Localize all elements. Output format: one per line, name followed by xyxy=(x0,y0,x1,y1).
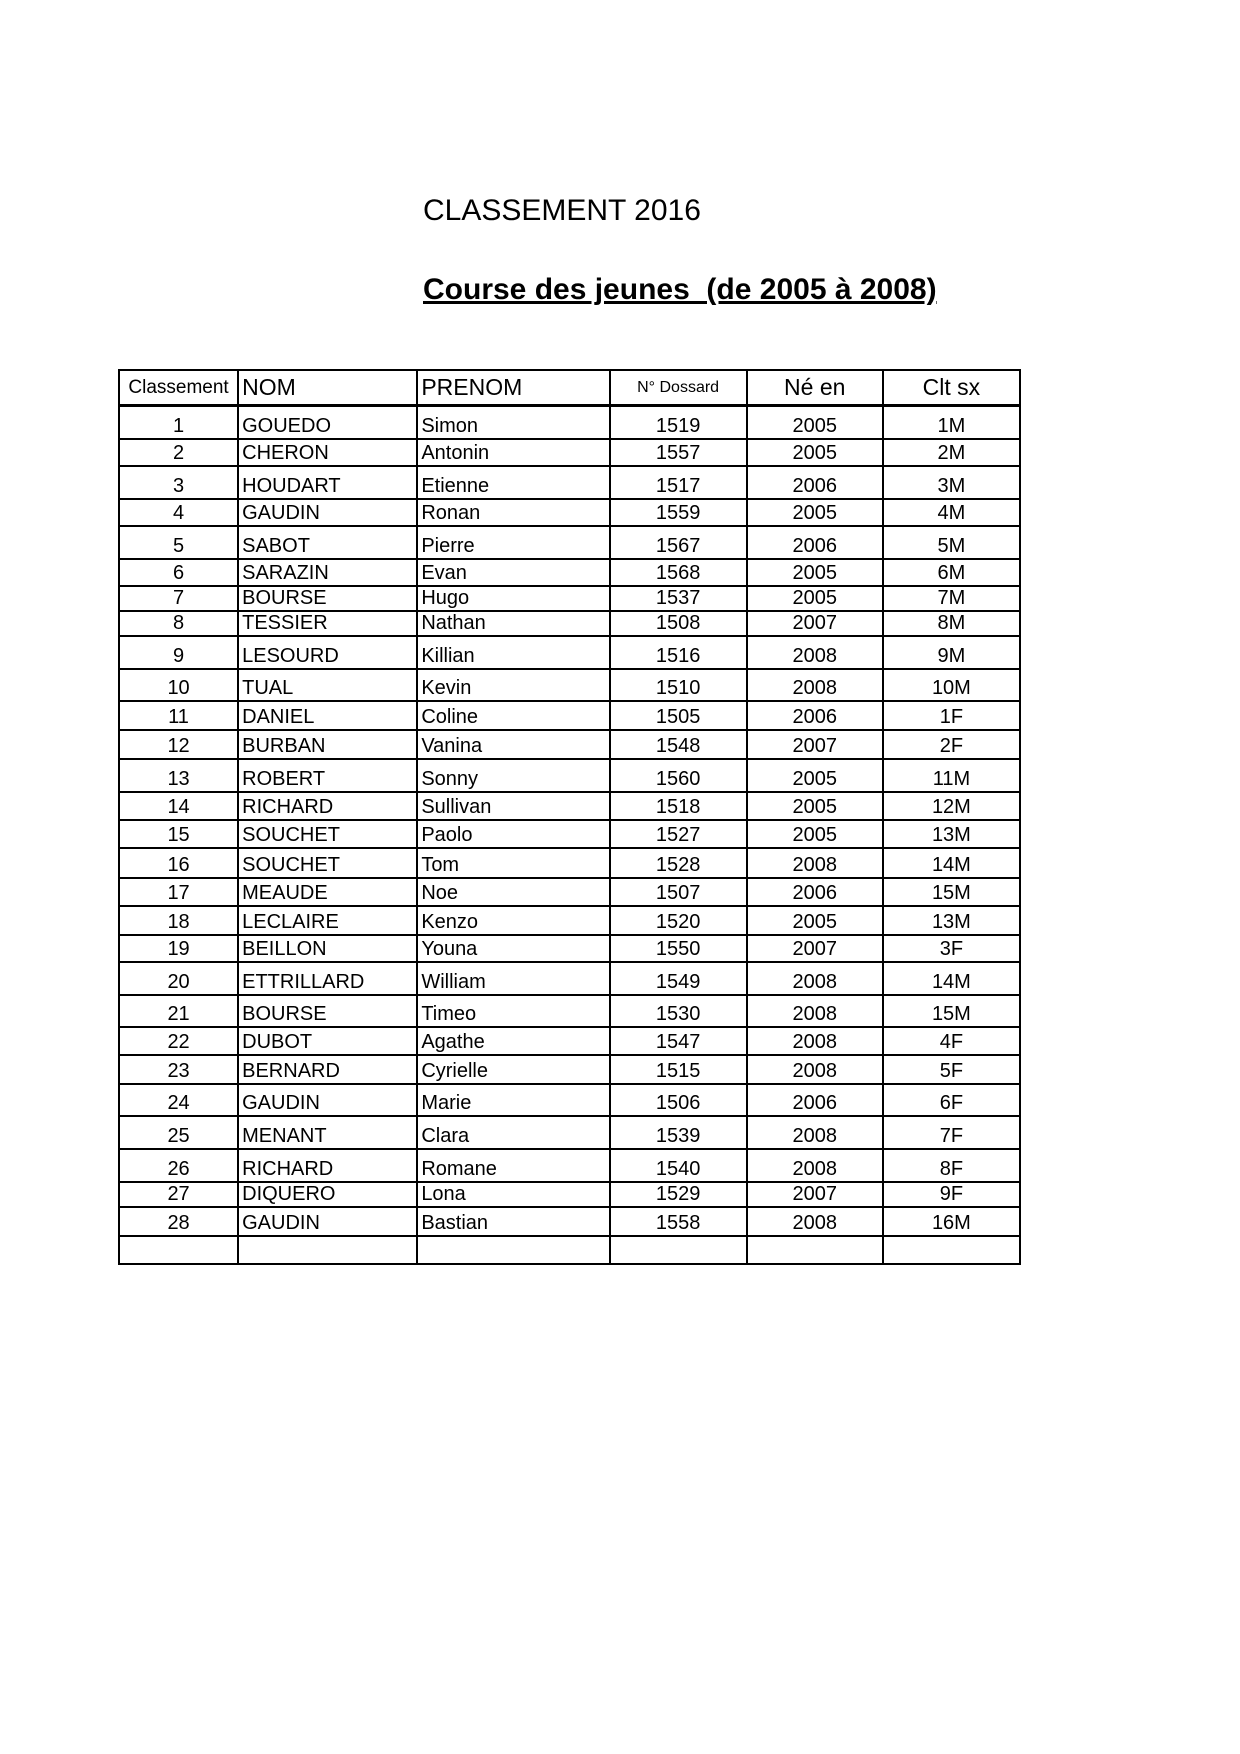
cell-clt-sx: 1M xyxy=(883,406,1020,439)
cell-nom: GAUDIN xyxy=(238,499,417,526)
cell-classement: 22 xyxy=(119,1027,238,1055)
cell-nom: GAUDIN xyxy=(238,1207,417,1236)
cell-dossard: 1515 xyxy=(610,1055,747,1084)
cell-clt-sx: 15M xyxy=(883,995,1020,1027)
cell-prenom: Simon xyxy=(417,406,609,439)
cell-nom: GAUDIN xyxy=(238,1084,417,1116)
cell-classement: 21 xyxy=(119,995,238,1027)
cell-classement: 2 xyxy=(119,439,238,466)
table-row xyxy=(119,499,1020,526)
table-row xyxy=(119,906,1020,935)
cell-prenom: Tom xyxy=(417,848,609,878)
cell-ne-en xyxy=(747,1236,883,1264)
cell-clt-sx: 8M xyxy=(883,611,1020,636)
cell-clt-sx xyxy=(883,1236,1020,1264)
cell-clt-sx: 2F xyxy=(883,730,1020,759)
cell-classement: 6 xyxy=(119,559,238,586)
cell-ne-en: 2006 xyxy=(747,466,883,499)
table-row xyxy=(119,611,1020,636)
cell-dossard: 1548 xyxy=(610,730,747,759)
cell-ne-en: 2005 xyxy=(747,439,883,466)
page-title: CLASSEMENT 2016 xyxy=(423,194,701,227)
table-row xyxy=(119,701,1020,730)
cell-dossard: 1517 xyxy=(610,466,747,499)
cell-ne-en: 2006 xyxy=(747,878,883,906)
cell-ne-en: 2007 xyxy=(747,935,883,962)
cell-ne-en: 2005 xyxy=(747,759,883,792)
table-row xyxy=(119,526,1020,559)
cell-nom: SOUCHET xyxy=(238,848,417,878)
cell-prenom: Nathan xyxy=(417,611,609,636)
cell-ne-en: 2008 xyxy=(747,1027,883,1055)
cell-nom: TUAL xyxy=(238,669,417,701)
table-row xyxy=(119,792,1020,820)
cell-classement: 3 xyxy=(119,466,238,499)
cell-classement: 1 xyxy=(119,406,238,439)
cell-nom: BEILLON xyxy=(238,935,417,962)
cell-classement: 26 xyxy=(119,1149,238,1182)
cell-prenom: Sonny xyxy=(417,759,609,792)
results-table-body xyxy=(119,406,1020,1264)
cell-ne-en: 2005 xyxy=(747,586,883,611)
cell-prenom: Marie xyxy=(417,1084,609,1116)
cell-dossard: 1529 xyxy=(610,1182,747,1207)
table-row xyxy=(119,1084,1020,1116)
cell-dossard: 1508 xyxy=(610,611,747,636)
table-row xyxy=(119,1236,1020,1264)
cell-ne-en: 2008 xyxy=(747,1207,883,1236)
col-header-prenom: PRENOM xyxy=(417,370,609,406)
cell-clt-sx: 12M xyxy=(883,792,1020,820)
cell-dossard: 1520 xyxy=(610,906,747,935)
cell-prenom: Sullivan xyxy=(417,792,609,820)
col-header-classement: Classement xyxy=(119,370,238,406)
cell-nom: SOUCHET xyxy=(238,820,417,848)
cell-clt-sx: 4M xyxy=(883,499,1020,526)
cell-nom: BURBAN xyxy=(238,730,417,759)
table-row xyxy=(119,439,1020,466)
cell-classement: 12 xyxy=(119,730,238,759)
cell-dossard: 1510 xyxy=(610,669,747,701)
cell-dossard: 1516 xyxy=(610,636,747,669)
cell-prenom: Paolo xyxy=(417,820,609,848)
cell-prenom: Lona xyxy=(417,1182,609,1207)
table-row xyxy=(119,1182,1020,1207)
cell-clt-sx: 5F xyxy=(883,1055,1020,1084)
table-row xyxy=(119,848,1020,878)
cell-nom xyxy=(238,1236,417,1264)
cell-prenom: Romane xyxy=(417,1149,609,1182)
table-row xyxy=(119,586,1020,611)
cell-classement: 24 xyxy=(119,1084,238,1116)
cell-ne-en: 2007 xyxy=(747,611,883,636)
cell-clt-sx: 14M xyxy=(883,848,1020,878)
table-row xyxy=(119,820,1020,848)
cell-dossard: 1557 xyxy=(610,439,747,466)
cell-clt-sx: 3M xyxy=(883,466,1020,499)
table-row xyxy=(119,730,1020,759)
cell-classement: 17 xyxy=(119,878,238,906)
cell-prenom: Kenzo xyxy=(417,906,609,935)
cell-ne-en: 2007 xyxy=(747,730,883,759)
cell-classement: 20 xyxy=(119,962,238,995)
cell-prenom: Ronan xyxy=(417,499,609,526)
cell-classement: 13 xyxy=(119,759,238,792)
cell-nom: HOUDART xyxy=(238,466,417,499)
page-subtitle: Course des jeunes (de 2005 à 2008) xyxy=(423,273,937,306)
table-row xyxy=(119,636,1020,669)
cell-prenom: Kevin xyxy=(417,669,609,701)
cell-dossard: 1540 xyxy=(610,1149,747,1182)
cell-nom: BOURSE xyxy=(238,995,417,1027)
cell-dossard: 1558 xyxy=(610,1207,747,1236)
cell-dossard: 1559 xyxy=(610,499,747,526)
cell-ne-en: 2008 xyxy=(747,636,883,669)
table-row xyxy=(119,669,1020,701)
cell-ne-en: 2007 xyxy=(747,1182,883,1207)
cell-clt-sx: 8F xyxy=(883,1149,1020,1182)
cell-ne-en: 2006 xyxy=(747,701,883,730)
cell-prenom: Pierre xyxy=(417,526,609,559)
table-row xyxy=(119,1116,1020,1149)
results-table xyxy=(118,369,1021,1265)
cell-clt-sx: 15M xyxy=(883,878,1020,906)
cell-prenom: William xyxy=(417,962,609,995)
cell-dossard: 1550 xyxy=(610,935,747,962)
table-row xyxy=(119,1055,1020,1084)
cell-clt-sx: 1F xyxy=(883,701,1020,730)
cell-nom: RICHARD xyxy=(238,1149,417,1182)
col-header-clt-sx: Clt sx xyxy=(883,370,1020,406)
cell-classement: 11 xyxy=(119,701,238,730)
cell-classement: 16 xyxy=(119,848,238,878)
cell-nom: GOUEDO xyxy=(238,406,417,439)
cell-classement: 15 xyxy=(119,820,238,848)
cell-dossard: 1505 xyxy=(610,701,747,730)
cell-prenom: Killian xyxy=(417,636,609,669)
cell-dossard: 1539 xyxy=(610,1116,747,1149)
cell-ne-en: 2008 xyxy=(747,962,883,995)
cell-ne-en: 2005 xyxy=(747,906,883,935)
cell-clt-sx: 7F xyxy=(883,1116,1020,1149)
cell-dossard: 1537 xyxy=(610,586,747,611)
cell-ne-en: 2005 xyxy=(747,499,883,526)
cell-clt-sx: 7M xyxy=(883,586,1020,611)
cell-dossard: 1547 xyxy=(610,1027,747,1055)
cell-prenom: Coline xyxy=(417,701,609,730)
cell-nom: MENANT xyxy=(238,1116,417,1149)
cell-nom: ROBERT xyxy=(238,759,417,792)
cell-clt-sx: 13M xyxy=(883,820,1020,848)
cell-dossard: 1519 xyxy=(610,406,747,439)
table-row xyxy=(119,1207,1020,1236)
cell-nom: BERNARD xyxy=(238,1055,417,1084)
cell-clt-sx: 3F xyxy=(883,935,1020,962)
cell-nom: LESOURD xyxy=(238,636,417,669)
cell-dossard: 1568 xyxy=(610,559,747,586)
cell-ne-en: 2005 xyxy=(747,406,883,439)
cell-dossard: 1530 xyxy=(610,995,747,1027)
cell-classement: 18 xyxy=(119,906,238,935)
cell-ne-en: 2008 xyxy=(747,848,883,878)
cell-prenom: Vanina xyxy=(417,730,609,759)
table-row xyxy=(119,935,1020,962)
cell-prenom: Etienne xyxy=(417,466,609,499)
cell-nom: LECLAIRE xyxy=(238,906,417,935)
col-header-nom: NOM xyxy=(238,370,417,406)
cell-classement: 23 xyxy=(119,1055,238,1084)
cell-nom: BOURSE xyxy=(238,586,417,611)
cell-ne-en: 2005 xyxy=(747,559,883,586)
cell-ne-en: 2006 xyxy=(747,526,883,559)
cell-dossard: 1527 xyxy=(610,820,747,848)
cell-prenom xyxy=(417,1236,609,1264)
cell-ne-en: 2008 xyxy=(747,995,883,1027)
table-row xyxy=(119,878,1020,906)
cell-dossard: 1518 xyxy=(610,792,747,820)
cell-nom: MEAUDE xyxy=(238,878,417,906)
cell-classement: 9 xyxy=(119,636,238,669)
cell-prenom: Timeo xyxy=(417,995,609,1027)
cell-classement: 28 xyxy=(119,1207,238,1236)
cell-clt-sx: 9M xyxy=(883,636,1020,669)
cell-nom: ETTRILLARD xyxy=(238,962,417,995)
cell-nom: SARAZIN xyxy=(238,559,417,586)
table-row xyxy=(119,1149,1020,1182)
table-row xyxy=(119,962,1020,995)
cell-prenom: Youna xyxy=(417,935,609,962)
cell-dossard: 1549 xyxy=(610,962,747,995)
cell-clt-sx: 11M xyxy=(883,759,1020,792)
table-row xyxy=(119,995,1020,1027)
table-row xyxy=(119,406,1020,439)
cell-clt-sx: 5M xyxy=(883,526,1020,559)
cell-nom: SABOT xyxy=(238,526,417,559)
col-header-dossard: N° Dossard xyxy=(610,370,747,406)
cell-prenom: Antonin xyxy=(417,439,609,466)
table-row xyxy=(119,559,1020,586)
col-header-ne-en: Né en xyxy=(747,370,883,406)
table-row xyxy=(119,466,1020,499)
cell-dossard: 1507 xyxy=(610,878,747,906)
cell-prenom: Agathe xyxy=(417,1027,609,1055)
cell-classement: 5 xyxy=(119,526,238,559)
cell-nom: DANIEL xyxy=(238,701,417,730)
cell-prenom: Noe xyxy=(417,878,609,906)
cell-classement: 10 xyxy=(119,669,238,701)
cell-dossard: 1560 xyxy=(610,759,747,792)
cell-dossard: 1528 xyxy=(610,848,747,878)
table-row xyxy=(119,1027,1020,1055)
cell-classement: 8 xyxy=(119,611,238,636)
cell-dossard: 1567 xyxy=(610,526,747,559)
cell-clt-sx: 4F xyxy=(883,1027,1020,1055)
cell-classement: 19 xyxy=(119,935,238,962)
cell-ne-en: 2006 xyxy=(747,1084,883,1116)
cell-nom: DUBOT xyxy=(238,1027,417,1055)
cell-classement: 4 xyxy=(119,499,238,526)
cell-dossard: 1506 xyxy=(610,1084,747,1116)
cell-clt-sx: 16M xyxy=(883,1207,1020,1236)
cell-nom: RICHARD xyxy=(238,792,417,820)
cell-dossard xyxy=(610,1236,747,1264)
cell-ne-en: 2005 xyxy=(747,792,883,820)
cell-prenom: Evan xyxy=(417,559,609,586)
cell-ne-en: 2008 xyxy=(747,669,883,701)
cell-clt-sx: 10M xyxy=(883,669,1020,701)
cell-clt-sx: 14M xyxy=(883,962,1020,995)
cell-ne-en: 2005 xyxy=(747,820,883,848)
cell-ne-en: 2008 xyxy=(747,1055,883,1084)
cell-clt-sx: 2M xyxy=(883,439,1020,466)
cell-clt-sx: 9F xyxy=(883,1182,1020,1207)
cell-nom: TESSIER xyxy=(238,611,417,636)
cell-clt-sx: 6M xyxy=(883,559,1020,586)
results-table-header xyxy=(119,370,1020,406)
cell-classement: 27 xyxy=(119,1182,238,1207)
cell-ne-en: 2008 xyxy=(747,1149,883,1182)
cell-classement xyxy=(119,1236,238,1264)
cell-nom: DIQUERO xyxy=(238,1182,417,1207)
cell-prenom: Bastian xyxy=(417,1207,609,1236)
cell-classement: 25 xyxy=(119,1116,238,1149)
cell-classement: 14 xyxy=(119,792,238,820)
cell-prenom: Clara xyxy=(417,1116,609,1149)
cell-clt-sx: 6F xyxy=(883,1084,1020,1116)
table-row xyxy=(119,759,1020,792)
cell-classement: 7 xyxy=(119,586,238,611)
cell-clt-sx: 13M xyxy=(883,906,1020,935)
cell-prenom: Hugo xyxy=(417,586,609,611)
cell-ne-en: 2008 xyxy=(747,1116,883,1149)
cell-nom: CHERON xyxy=(238,439,417,466)
cell-prenom: Cyrielle xyxy=(417,1055,609,1084)
